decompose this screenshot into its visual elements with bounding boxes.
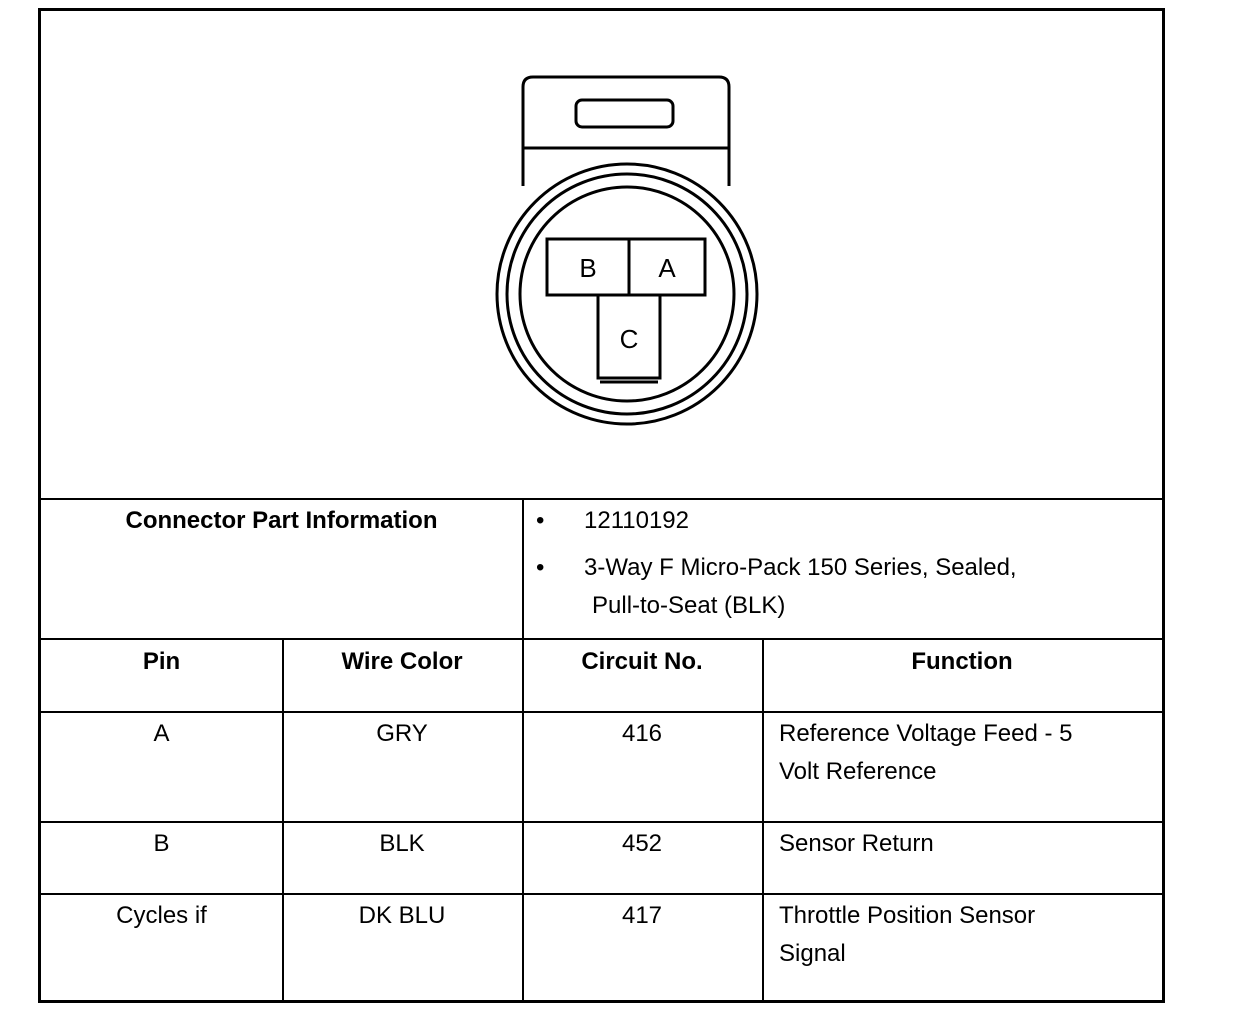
divider-col-1 — [282, 639, 284, 1003]
row-b-function: Sensor Return — [779, 830, 934, 857]
row-c-circuit: 417 — [621, 902, 663, 929]
header-wire-color: Wire Color — [341, 648, 463, 675]
row-a-circuit: 416 — [621, 720, 663, 747]
divider-part-info — [41, 638, 1162, 640]
part-number: 12110192 — [584, 507, 689, 534]
bullet-marker: • — [536, 554, 545, 581]
pin-label-b: B — [579, 253, 597, 283]
divider-header — [41, 711, 1162, 713]
divider-col-3 — [762, 639, 764, 1003]
latch-slot — [576, 100, 673, 127]
connector-description-line2: Pull-to-Seat (BLK) — [592, 592, 786, 619]
row-a-function-line1: Reference Voltage Feed - 5 — [779, 720, 1073, 747]
connector-face-diagram — [41, 11, 1162, 500]
row-a-pin: A — [153, 720, 170, 747]
header-function: Function — [911, 648, 1013, 675]
part-info-label: Connector Part Information — [125, 507, 438, 534]
divider-diagram — [41, 498, 1162, 500]
row-a-wire-color: GRY — [376, 720, 428, 747]
row-b-circuit: 452 — [621, 830, 663, 857]
row-c-function-line2: Signal — [779, 940, 846, 967]
header-pin: Pin — [142, 648, 181, 675]
divider-row-a — [41, 821, 1162, 823]
part-info-item-2 — [536, 549, 1156, 629]
row-a-function-line2: Volt Reference — [779, 758, 937, 785]
divider-col-part-info — [522, 499, 524, 640]
divider-row-b — [41, 893, 1162, 895]
connector-description-line1: 3-Way F Micro-Pack 150 Series, Sealed, — [584, 554, 1017, 581]
pin-label-c: C — [619, 324, 639, 354]
bullet-marker: • — [536, 507, 545, 534]
pin-label-a: A — [658, 253, 676, 283]
part-info-item-1 — [536, 502, 1156, 542]
row-c-pin: Cycles if — [116, 902, 207, 929]
row-b-pin: B — [153, 830, 170, 857]
header-circuit-no: Circuit No. — [581, 648, 703, 675]
connector-info-frame — [38, 8, 1165, 1003]
row-c-function-line1: Throttle Position Sensor — [779, 902, 1036, 929]
divider-col-2 — [522, 639, 524, 1003]
row-c-wire-color: DK BLU — [358, 902, 446, 929]
row-b-wire-color: BLK — [379, 830, 425, 857]
